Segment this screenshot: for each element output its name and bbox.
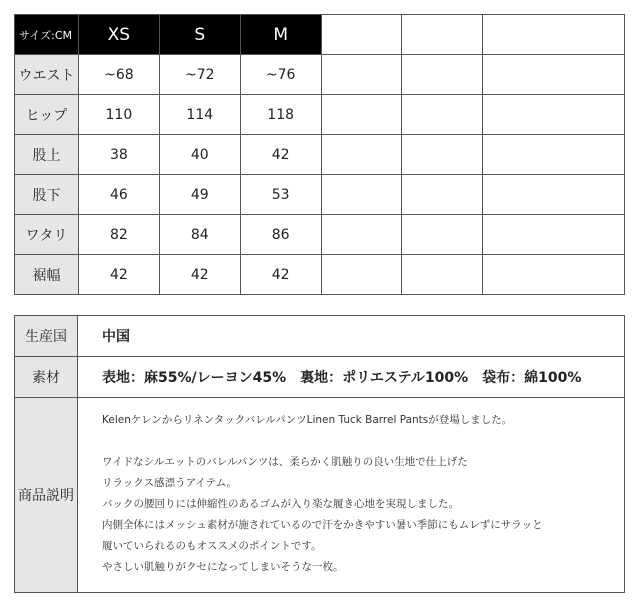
empty-cell	[483, 175, 625, 215]
empty-cell	[483, 255, 625, 295]
table-cell: 82	[78, 215, 159, 255]
empty-cell	[483, 135, 625, 175]
empty-cell	[483, 55, 625, 95]
size-table	[14, 14, 625, 295]
row-label: ワタリ	[15, 215, 79, 255]
table-row	[15, 215, 625, 255]
description-line: 内側全体にはメッシュ素材が施されているので汗をかきやすい暑い季節にもムレずにサラッと	[102, 519, 543, 531]
table-row	[15, 175, 625, 215]
table-cell: 110	[78, 95, 159, 135]
empty-cell	[402, 55, 483, 95]
empty-cell	[402, 215, 483, 255]
empty-cell	[321, 215, 402, 255]
empty-cell	[321, 55, 402, 95]
table-cell: ~72	[159, 55, 240, 95]
row-label: ヒップ	[15, 95, 79, 135]
empty-cell	[483, 215, 625, 255]
description-row	[15, 398, 625, 593]
table-cell: 53	[240, 175, 321, 215]
empty-cell	[321, 135, 402, 175]
empty-cell	[402, 175, 483, 215]
table-cell: 42	[240, 255, 321, 295]
row-label: 裾幅	[15, 255, 79, 295]
description-text	[78, 398, 625, 593]
size-header-m: M	[240, 15, 321, 55]
empty-cell	[402, 135, 483, 175]
size-header-s: S	[159, 15, 240, 55]
row-label: ウエスト	[15, 55, 79, 95]
product-info-table	[14, 315, 625, 593]
table-cell: 49	[159, 175, 240, 215]
row-label: 股上	[15, 135, 79, 175]
material-row	[15, 357, 625, 398]
table-cell: 38	[78, 135, 159, 175]
row-label: 股下	[15, 175, 79, 215]
table-row	[15, 255, 625, 295]
description-label: 商品説明	[15, 398, 78, 593]
table-row	[15, 135, 625, 175]
table-cell: 114	[159, 95, 240, 135]
description-line: リラックス感漂うアイテム。	[102, 477, 238, 489]
size-corner-label: サイズ:CM	[15, 15, 79, 55]
size-header-row	[15, 15, 625, 55]
origin-row	[15, 316, 625, 357]
origin-label: 生産国	[15, 316, 78, 357]
table-cell: 84	[159, 215, 240, 255]
description-line: ワイドなシルエットのバレルパンツは、柔らかく肌触りの良い生地で仕上げた	[102, 456, 468, 468]
table-cell: 42	[240, 135, 321, 175]
table-row	[15, 55, 625, 95]
empty-cell	[483, 95, 625, 135]
table-cell: 40	[159, 135, 240, 175]
table-cell: 42	[159, 255, 240, 295]
material-label: 素材	[15, 357, 78, 398]
table-row	[15, 95, 625, 135]
table-cell: 42	[78, 255, 159, 295]
empty-cell	[321, 15, 402, 55]
description-line: バックの腰回りには伸縮性のあるゴムが入り楽な履き心地を実現しました。	[102, 498, 459, 510]
origin-value: 中国	[78, 316, 625, 357]
size-header-xs: XS	[78, 15, 159, 55]
table-cell: 118	[240, 95, 321, 135]
empty-cell	[402, 255, 483, 295]
table-cell: 46	[78, 175, 159, 215]
description-spacer	[102, 431, 604, 452]
empty-cell	[321, 175, 402, 215]
empty-cell	[321, 255, 402, 295]
table-cell: 86	[240, 215, 321, 255]
description-line: 履いていられるのもオススメのポイントです。	[102, 540, 322, 552]
material-value: 表地：麻55%/レーヨン45% 裏地：ポリエステル100% 袋布：綿100%	[78, 357, 625, 398]
empty-cell	[402, 95, 483, 135]
empty-cell	[402, 15, 483, 55]
empty-cell	[483, 15, 625, 55]
empty-cell	[321, 95, 402, 135]
table-cell: ~68	[78, 55, 159, 95]
description-line: KelenケレンからリネンタックバレルパンツLinen Tuck Barrel Pantsが登場しました。	[102, 414, 513, 426]
table-cell: ~76	[240, 55, 321, 95]
description-line: やさしい肌触りがクセになってしまいそうな一枚。	[102, 561, 344, 573]
